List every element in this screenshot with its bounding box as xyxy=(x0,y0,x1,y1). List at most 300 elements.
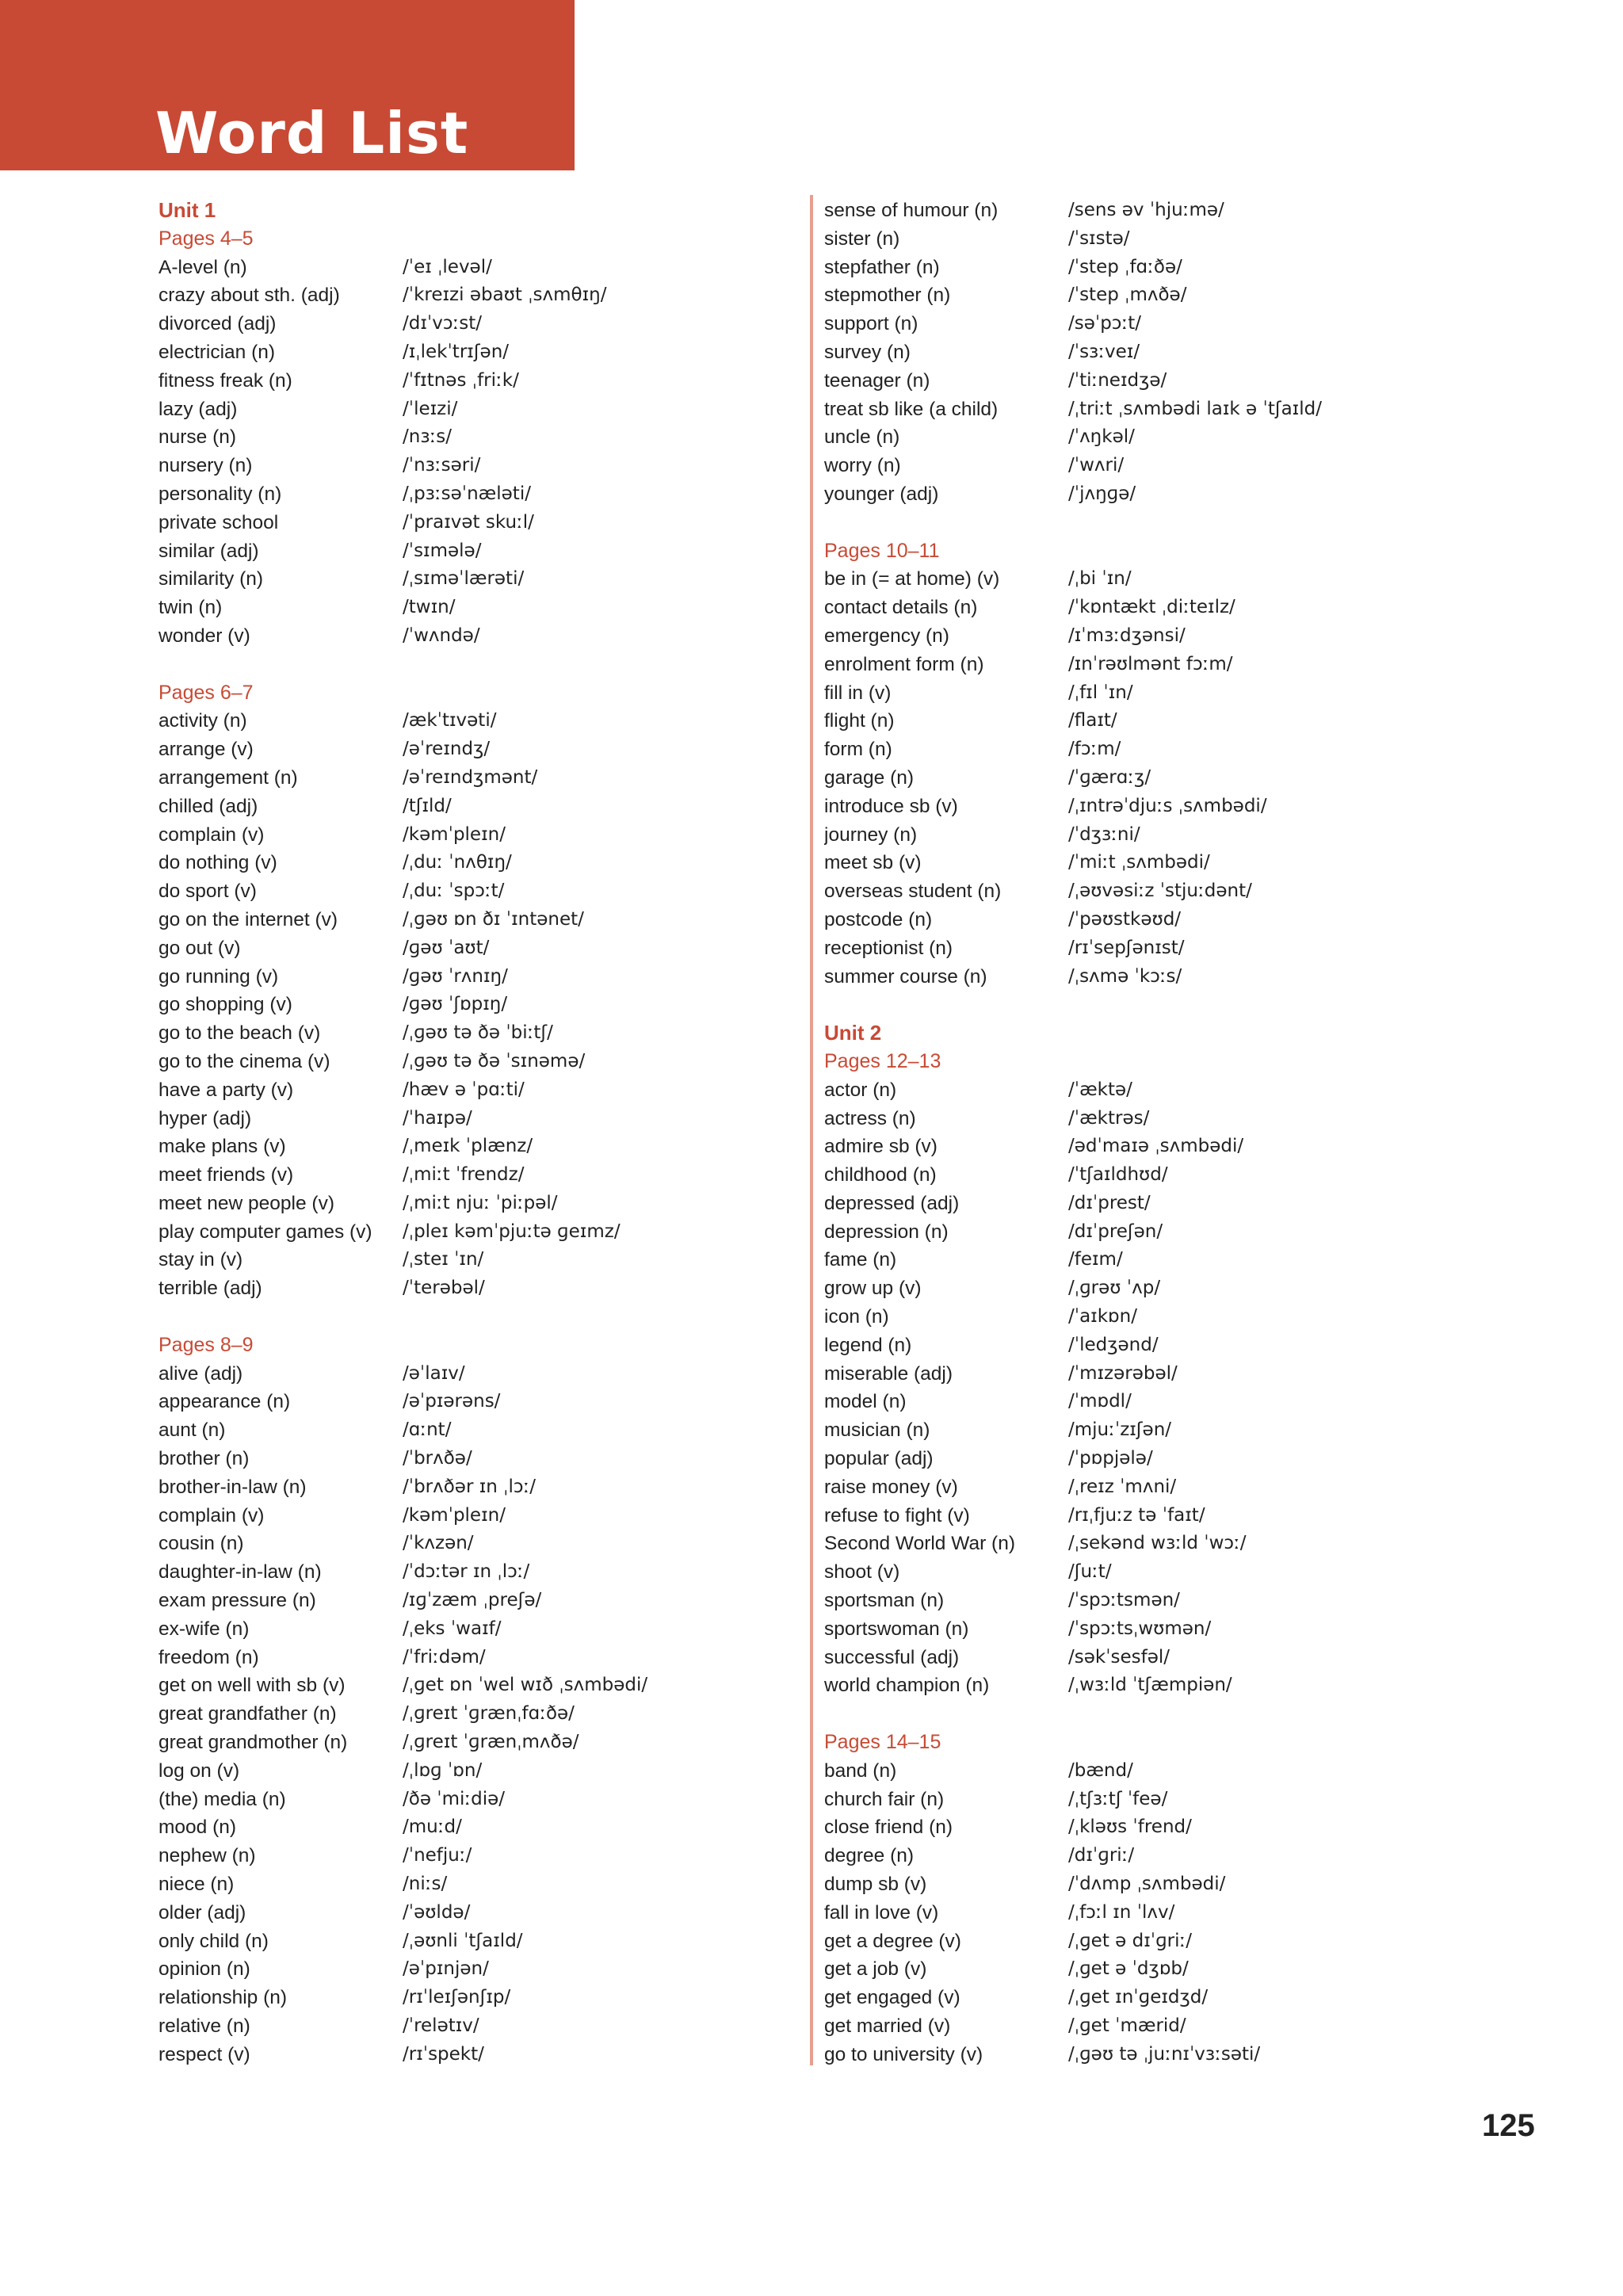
word-term: appearance (n) xyxy=(158,1391,291,1413)
word-entry xyxy=(158,367,856,395)
word-entry xyxy=(158,1360,856,1389)
word-pronunciation: /ˌɡrəʊ ˈʌp/ xyxy=(1068,1278,1161,1299)
word-entry xyxy=(158,254,856,282)
word-pronunciation: /tʃɪld/ xyxy=(403,795,452,816)
word-pronunciation: /ˈpəʊstkəʊd/ xyxy=(1068,908,1182,930)
word-pronunciation: /ˈfɪtnəs ˌfriːk/ xyxy=(403,369,519,391)
word-term: sister (n) xyxy=(824,227,900,250)
word-entry xyxy=(158,1558,856,1587)
word-pronunciation: /ˌɡet ɒn ˈwel wɪð ˌsʌmbədi/ xyxy=(403,1675,648,1696)
word-entry xyxy=(824,877,1522,906)
word-term: refuse to fight (v) xyxy=(824,1504,970,1526)
word-term: (the) media (n) xyxy=(158,1788,286,1810)
word-entry xyxy=(158,1587,856,1615)
word-entry xyxy=(824,1927,1522,1956)
word-pronunciation: /ˈsɪstə/ xyxy=(1068,227,1130,249)
word-entry xyxy=(158,594,856,622)
word-term: go running (v) xyxy=(158,965,279,988)
page-title: Word List xyxy=(155,100,469,166)
word-pronunciation: /ˌsteɪ ˈɪn/ xyxy=(403,1249,484,1270)
word-term: stay in (v) xyxy=(158,1249,243,1271)
word-pronunciation: /əˈpɪnjən/ xyxy=(403,1958,489,1980)
word-entry xyxy=(824,310,1522,338)
word-pronunciation: /ˈsɜːveɪ/ xyxy=(1068,341,1140,362)
word-term: nurse (n) xyxy=(158,426,237,449)
word-term: fame (n) xyxy=(824,1249,897,1271)
word-term: wonder (v) xyxy=(158,625,250,647)
word-entry xyxy=(158,1416,856,1445)
word-term: opinion (n) xyxy=(158,1958,250,1981)
word-pronunciation: /əˈlaɪv/ xyxy=(403,1362,465,1384)
word-term: older (adj) xyxy=(158,1901,246,1924)
word-entry xyxy=(824,197,1522,225)
word-entry xyxy=(158,1190,856,1218)
word-entry xyxy=(158,452,856,480)
word-term: overseas student (n) xyxy=(824,881,1002,903)
word-term: arrange (v) xyxy=(158,739,254,761)
word-term: arrangement (n) xyxy=(158,766,298,789)
word-entry xyxy=(158,2041,856,2069)
word-pronunciation: /ədˈmaɪə ˌsʌmbədi/ xyxy=(1068,1136,1244,1157)
word-entry xyxy=(824,821,1522,850)
word-term: relative (n) xyxy=(158,2015,250,2037)
word-term: make plans (v) xyxy=(158,1136,286,1158)
word-pronunciation: /əˈreɪndʒ/ xyxy=(403,739,491,760)
word-term: fill in (v) xyxy=(824,682,892,704)
word-term: icon (n) xyxy=(824,1306,889,1328)
word-pronunciation: /dɪˈpreʃən/ xyxy=(1068,1221,1163,1242)
word-term: nephew (n) xyxy=(158,1845,256,1867)
word-term: only child (n) xyxy=(158,1930,269,1952)
word-term: meet sb (v) xyxy=(824,852,922,874)
word-pronunciation: /ˌɡreɪt ˈɡrænˌmʌðə/ xyxy=(403,1732,579,1753)
word-term: sportsman (n) xyxy=(824,1590,945,1612)
word-entry xyxy=(824,1445,1522,1473)
pages-heading: Pages 14–15 xyxy=(824,1731,941,1754)
word-term: private school xyxy=(158,511,279,533)
word-term: fall in love (v) xyxy=(824,1901,939,1924)
word-term: log on (v) xyxy=(158,1759,240,1782)
word-entry xyxy=(824,338,1522,367)
word-entry xyxy=(824,1870,1522,1899)
word-pronunciation: /ˌreɪz ˈmʌni/ xyxy=(1068,1476,1177,1497)
word-entry xyxy=(158,793,856,821)
word-pronunciation: /ækˈtɪvəti/ xyxy=(403,710,497,732)
unit-heading: Unit 1 xyxy=(158,198,216,222)
word-pronunciation: /ɡəʊ ˈaʊt/ xyxy=(403,937,490,958)
word-term: personality (n) xyxy=(158,483,282,505)
word-pronunciation: /ɪɡˈzæm ˌpreʃə/ xyxy=(403,1590,542,1611)
word-pronunciation: /ˌlɒɡ ˈɒn/ xyxy=(403,1759,483,1781)
word-pronunciation: /ˌɡet ˈmærid/ xyxy=(1068,2015,1186,2036)
word-term: go to university (v) xyxy=(824,2043,983,2065)
word-entry xyxy=(158,1984,856,2012)
word-term: go to the cinema (v) xyxy=(158,1050,330,1072)
word-term: treat sb like (a child) xyxy=(824,398,999,420)
word-entry xyxy=(824,452,1522,480)
word-entry xyxy=(158,1870,856,1899)
word-term: nursery (n) xyxy=(158,455,253,477)
word-pronunciation: /ˌɡəʊ tə ˌjuːnɪˈvɜːsəti/ xyxy=(1068,2043,1261,2065)
word-pronunciation: /əˈpɪərəns/ xyxy=(403,1391,501,1412)
word-pronunciation: /ˌɪntrəˈdjuːs ˌsʌmbədi/ xyxy=(1068,795,1267,816)
word-pronunciation: /ˈhaɪpə/ xyxy=(403,1107,472,1129)
word-term: degree (n) xyxy=(824,1845,915,1867)
word-term: depressed (adj) xyxy=(824,1192,960,1214)
pages-heading: Pages 8–9 xyxy=(158,1333,254,1356)
word-term: similar (adj) xyxy=(158,540,259,562)
word-pronunciation: /ˌəʊvəsiːz ˈstjuːdənt/ xyxy=(1068,881,1252,902)
word-term: alive (adj) xyxy=(158,1362,243,1385)
word-pronunciation: /ˈrelətɪv/ xyxy=(403,2015,479,2036)
word-entry xyxy=(824,622,1522,651)
word-term: emergency (n) xyxy=(824,625,949,647)
word-entry xyxy=(158,2012,856,2041)
word-pronunciation: /rɪˌfjuːz tə ˈfaɪt/ xyxy=(1068,1504,1205,1526)
word-term: world champion (n) xyxy=(824,1675,990,1697)
word-term: church fair (n) xyxy=(824,1788,945,1810)
word-entry xyxy=(824,395,1522,424)
word-term: freedom (n) xyxy=(158,1646,259,1668)
word-entry xyxy=(158,1671,856,1700)
spacer xyxy=(158,1303,856,1331)
word-term: postcode (n) xyxy=(824,908,933,930)
word-term: summer course (n) xyxy=(824,965,987,988)
word-pronunciation: /ɪˌlekˈtrɪʃən/ xyxy=(403,341,510,362)
word-pronunciation: /ˈkreɪzi əbaʊt ˌsʌmθɪŋ/ xyxy=(403,285,607,306)
word-term: contact details (n) xyxy=(824,597,978,619)
word-pronunciation: /ˈspɔːtsmən/ xyxy=(1068,1590,1180,1611)
word-term: be in (= at home) (v) xyxy=(824,568,1000,590)
word-entry xyxy=(824,651,1522,679)
word-term: younger (adj) xyxy=(824,483,939,505)
word-term: go to the beach (v) xyxy=(158,1022,321,1045)
word-term: respect (v) xyxy=(158,2043,250,2065)
word-pronunciation: /ˌɡet ɪnˈɡeɪdʒd/ xyxy=(1068,1987,1209,2008)
word-entry xyxy=(824,2012,1522,2041)
word-pronunciation: /ˌduː ˈnʌθɪŋ/ xyxy=(403,852,512,873)
word-pronunciation: /ˈəʊldə/ xyxy=(403,1901,471,1923)
word-term: lazy (adj) xyxy=(158,398,238,420)
word-pronunciation: /ˌfɔːl ɪn ˈlʌv/ xyxy=(1068,1901,1175,1923)
word-pronunciation: /ˈleɪzi/ xyxy=(403,398,458,419)
word-pronunciation: /ˈmiːt ˌsʌmbədi/ xyxy=(1068,852,1210,873)
word-pronunciation: /ˈʌŋkəl/ xyxy=(1068,426,1135,448)
word-entry xyxy=(158,1274,856,1303)
spacer xyxy=(158,651,856,679)
pages-heading: Pages 10–11 xyxy=(824,539,940,562)
spacer xyxy=(824,509,1522,537)
word-pronunciation: /ˌɡet ə ˈdʒɒb/ xyxy=(1068,1958,1189,1980)
word-entry xyxy=(158,1133,856,1161)
word-pronunciation: /ˈstep ˌfɑːðə/ xyxy=(1068,256,1182,277)
word-term: successful (adj) xyxy=(824,1646,960,1668)
word-pronunciation: /kəmˈpleɪn/ xyxy=(403,823,506,845)
word-term: miserable (adj) xyxy=(824,1362,953,1385)
word-pronunciation: /ˈjʌŋɡə/ xyxy=(1068,483,1136,504)
pages-heading: Pages 4–5 xyxy=(158,227,254,250)
word-term: brother-in-law (n) xyxy=(158,1476,307,1498)
word-entry xyxy=(824,1530,1522,1558)
word-pronunciation: /ˌmeɪk ˈplænz/ xyxy=(403,1136,533,1157)
word-pronunciation: /ˌpɜːsəˈnæləti/ xyxy=(403,483,531,504)
pages-heading: Pages 12–13 xyxy=(824,1049,941,1072)
word-entry xyxy=(824,1360,1522,1389)
word-term: great grandmother (n) xyxy=(158,1732,348,1754)
word-pronunciation: /ˈɡærɑːʒ/ xyxy=(1068,766,1151,788)
word-pronunciation: /ˈdʌmp ˌsʌmbədi/ xyxy=(1068,1874,1226,1895)
word-pronunciation: /ˈfriːdəm/ xyxy=(403,1646,486,1668)
word-entry xyxy=(824,1331,1522,1360)
word-pronunciation: /ˈstep ˌmʌðə/ xyxy=(1068,285,1187,306)
word-pronunciation: /ˈledʒənd/ xyxy=(1068,1334,1159,1355)
word-entry xyxy=(158,338,856,367)
word-entry xyxy=(158,821,856,850)
word-entry xyxy=(158,1445,856,1473)
word-pronunciation: /rɪˈspekt/ xyxy=(403,2043,484,2065)
word-term: complain (v) xyxy=(158,823,265,846)
word-pronunciation: /ˈæktrəs/ xyxy=(1068,1107,1150,1129)
word-entry xyxy=(158,934,856,963)
word-pronunciation: /muːd/ xyxy=(403,1817,462,1838)
word-pronunciation: /ˌtriːt ˌsʌmbədi laɪk ə ˈtʃaɪld/ xyxy=(1068,398,1322,419)
word-pronunciation: /ˈæktə/ xyxy=(1068,1079,1132,1100)
word-entry xyxy=(158,1842,856,1870)
word-pronunciation: /ˌɡreɪt ˈɡrænˌfɑːðə/ xyxy=(403,1703,575,1725)
word-pronunciation: /ˌmiːt ˈfrendz/ xyxy=(403,1164,525,1186)
header-banner xyxy=(0,0,575,170)
word-pronunciation: /ˌtʃɜːtʃ ˈfeə/ xyxy=(1068,1788,1168,1809)
word-term: meet friends (v) xyxy=(158,1164,294,1186)
word-term: have a party (v) xyxy=(158,1079,294,1101)
word-entry xyxy=(824,1274,1522,1303)
word-entry xyxy=(158,1927,856,1956)
word-term: musician (n) xyxy=(824,1419,930,1442)
word-entry xyxy=(824,963,1522,991)
word-term: band (n) xyxy=(824,1759,897,1782)
word-pronunciation: /ɡəʊ ˈʃɒpɪŋ/ xyxy=(403,994,508,1015)
word-term: go on the internet (v) xyxy=(158,908,338,930)
word-entry xyxy=(158,735,856,764)
word-pronunciation: /ðə ˈmiːdiə/ xyxy=(403,1788,506,1809)
word-entry xyxy=(158,1615,856,1644)
word-term: actor (n) xyxy=(824,1079,897,1101)
word-term: chilled (adj) xyxy=(158,795,258,817)
word-pronunciation: /ˌduː ˈspɔːt/ xyxy=(403,881,505,902)
column-divider xyxy=(810,195,813,2065)
word-term: go shopping (v) xyxy=(158,994,292,1016)
word-entry xyxy=(824,1615,1522,1644)
word-pronunciation: /ˈbrʌðər ɪn ˌlɔː/ xyxy=(403,1476,537,1497)
word-term: childhood (n) xyxy=(824,1164,937,1186)
word-pronunciation: /ɪˈmɜːdʒənsi/ xyxy=(1068,625,1186,646)
word-pronunciation: /ˈbrʌðə/ xyxy=(403,1448,472,1469)
word-entry xyxy=(824,793,1522,821)
word-pronunciation: /dɪˈɡriː/ xyxy=(1068,1845,1135,1866)
word-pronunciation: /mjuːˈzɪʃən/ xyxy=(1068,1419,1172,1441)
word-entry xyxy=(158,1757,856,1786)
word-term: journey (n) xyxy=(824,823,918,846)
word-term: do sport (v) xyxy=(158,881,257,903)
word-entry xyxy=(824,1105,1522,1133)
word-pronunciation: /ˌbi ˈɪn/ xyxy=(1068,568,1132,590)
word-term: activity (n) xyxy=(158,710,247,732)
word-entry xyxy=(824,1303,1522,1331)
word-pronunciation: /ˌeks ˈwaɪf/ xyxy=(403,1618,502,1639)
word-entry xyxy=(824,1388,1522,1416)
word-entry xyxy=(824,1246,1522,1274)
word-pronunciation: /twɪn/ xyxy=(403,597,456,618)
word-entry xyxy=(824,1190,1522,1218)
word-entry xyxy=(158,877,856,906)
word-term: play computer games (v) xyxy=(158,1221,372,1243)
word-pronunciation: /rɪˈsepʃənɪst/ xyxy=(1068,937,1185,958)
word-term: meet new people (v) xyxy=(158,1192,334,1214)
word-entry xyxy=(824,1502,1522,1530)
word-pronunciation: /ˈpraɪvət skuːl/ xyxy=(403,511,534,533)
word-term: Second World War (n) xyxy=(824,1533,1015,1555)
word-term: uncle (n) xyxy=(824,426,900,449)
word-term: actress (n) xyxy=(824,1107,916,1129)
word-entry xyxy=(158,1955,856,1984)
word-pronunciation: /niːs/ xyxy=(403,1874,448,1895)
word-pronunciation: /ˈdɔːtər ɪn ˌlɔː/ xyxy=(403,1561,530,1583)
word-term: daughter-in-law (n) xyxy=(158,1561,322,1584)
word-pronunciation: /ˈtiːneɪdʒə/ xyxy=(1068,369,1167,391)
word-entry xyxy=(824,367,1522,395)
word-term: relationship (n) xyxy=(158,1987,288,2009)
word-entry xyxy=(158,1700,856,1729)
word-term: brother (n) xyxy=(158,1448,250,1470)
word-term: raise money (v) xyxy=(824,1476,958,1498)
word-term: aunt (n) xyxy=(158,1419,226,1442)
word-pronunciation: /dɪˈvɔːst/ xyxy=(403,313,482,334)
word-entry xyxy=(158,1473,856,1502)
word-entry xyxy=(158,1218,856,1247)
word-entry xyxy=(824,1076,1522,1105)
word-entry xyxy=(158,1502,856,1530)
word-entry xyxy=(824,1786,1522,1814)
word-entry xyxy=(158,1644,856,1672)
word-term: fitness freak (n) xyxy=(158,369,292,392)
word-entry xyxy=(824,849,1522,877)
word-pronunciation: /səkˈsesfəl/ xyxy=(1068,1646,1170,1668)
word-pronunciation: /ˌfɪl ˈɪn/ xyxy=(1068,682,1133,703)
word-pronunciation: /ˌsekənd wɜːld ˈwɔː/ xyxy=(1068,1533,1247,1554)
word-entry xyxy=(824,1161,1522,1190)
word-pronunciation: /ˈkʌzən/ xyxy=(403,1533,474,1554)
word-pronunciation: /ˈnefjuː/ xyxy=(403,1845,472,1866)
word-pronunciation: /ˌsʌmə ˈkɔːs/ xyxy=(1068,965,1182,987)
word-pronunciation: /feɪm/ xyxy=(1068,1249,1123,1270)
word-term: shoot (v) xyxy=(824,1561,900,1584)
word-pronunciation: /ˈeɪ ˌlevəl/ xyxy=(403,256,492,277)
word-entry xyxy=(158,1048,856,1076)
word-term: dump sb (v) xyxy=(824,1874,927,1896)
word-entry xyxy=(824,679,1522,708)
word-entry xyxy=(158,1105,856,1133)
word-entry xyxy=(824,1671,1522,1700)
word-entry xyxy=(824,1558,1522,1587)
word-pronunciation: /ˌpleɪ kəmˈpjuːtə ɡeɪmz/ xyxy=(403,1221,621,1242)
word-entry xyxy=(158,1019,856,1048)
word-term: close friend (n) xyxy=(824,1817,953,1839)
word-entry xyxy=(824,1133,1522,1161)
word-entry xyxy=(824,1842,1522,1870)
word-entry xyxy=(158,963,856,991)
word-entry xyxy=(824,594,1522,622)
word-pronunciation: /əˈreɪndʒmənt/ xyxy=(403,766,538,788)
word-term: support (n) xyxy=(824,313,918,335)
word-entry xyxy=(824,1899,1522,1927)
word-entry xyxy=(824,1984,1522,2012)
word-entry xyxy=(824,906,1522,934)
word-term: go out (v) xyxy=(158,937,241,959)
word-term: get a job (v) xyxy=(824,1958,927,1981)
word-term: garage (n) xyxy=(824,766,915,789)
word-entry xyxy=(158,565,856,594)
word-pronunciation: /ˈmɒdl/ xyxy=(1068,1391,1132,1412)
word-entry xyxy=(158,764,856,793)
word-pronunciation: /ˈwʌri/ xyxy=(1068,455,1125,476)
word-pronunciation: /ˌəʊnli ˈtʃaɪld/ xyxy=(403,1930,523,1951)
word-pronunciation: /ˈpɒpjələ/ xyxy=(1068,1448,1153,1469)
word-term: depression (n) xyxy=(824,1221,949,1243)
word-term: get on well with sb (v) xyxy=(158,1675,346,1697)
word-entry xyxy=(158,537,856,566)
word-pronunciation: /hæv ə ˈpɑːti/ xyxy=(403,1079,525,1100)
word-pronunciation: /ˈterəbəl/ xyxy=(403,1278,485,1299)
word-entry xyxy=(158,1786,856,1814)
word-term: form (n) xyxy=(824,739,892,761)
word-pronunciation: /ˌkləʊs ˈfrend/ xyxy=(1068,1817,1192,1838)
word-term: enrolment form (n) xyxy=(824,653,984,675)
word-entry xyxy=(824,764,1522,793)
word-pronunciation: /ɑːnt/ xyxy=(403,1419,452,1441)
word-pronunciation: /ˌsɪməˈlærəti/ xyxy=(403,568,525,590)
word-pronunciation: /dɪˈprest/ xyxy=(1068,1192,1151,1213)
word-term: receptionist (n) xyxy=(824,937,953,959)
word-pronunciation: /sens əv ˈhjuːmə/ xyxy=(1068,200,1224,220)
word-pronunciation: /ˌɡəʊ ɒn ðɪ ˈɪntənet/ xyxy=(403,908,584,930)
word-pronunciation: /ˌɡet ə dɪˈɡriː/ xyxy=(1068,1930,1193,1951)
word-term: admire sb (v) xyxy=(824,1136,938,1158)
word-entry xyxy=(158,1076,856,1105)
word-term: great grandfather (n) xyxy=(158,1703,337,1725)
word-pronunciation: /fɔːm/ xyxy=(1068,739,1121,760)
word-entry xyxy=(824,254,1522,282)
word-term: legend (n) xyxy=(824,1334,912,1356)
word-pronunciation: /ˈmɪzərəbəl/ xyxy=(1068,1362,1178,1384)
word-term: twin (n) xyxy=(158,597,223,619)
word-pronunciation: /səˈpɔːt/ xyxy=(1068,313,1141,334)
word-entry xyxy=(158,1530,856,1558)
word-entry xyxy=(824,1218,1522,1247)
word-entry xyxy=(158,622,856,651)
word-pronunciation: /ˈwʌndə/ xyxy=(403,625,480,646)
word-entry xyxy=(824,423,1522,452)
word-term: get a degree (v) xyxy=(824,1930,961,1952)
word-entry xyxy=(158,1246,856,1274)
word-pronunciation: /ˈspɔːtsˌwʊmən/ xyxy=(1068,1618,1212,1639)
word-pronunciation: /ˈtʃaɪldhʊd/ xyxy=(1068,1164,1168,1186)
word-pronunciation: /ˈdʒɜːni/ xyxy=(1068,823,1140,845)
word-entry xyxy=(158,423,856,452)
word-term: model (n) xyxy=(824,1391,907,1413)
word-pronunciation: /ˌwɜːld ˈtʃæmpiən/ xyxy=(1068,1675,1232,1696)
word-pronunciation: /bænd/ xyxy=(1068,1759,1133,1781)
word-entry xyxy=(158,1899,856,1927)
